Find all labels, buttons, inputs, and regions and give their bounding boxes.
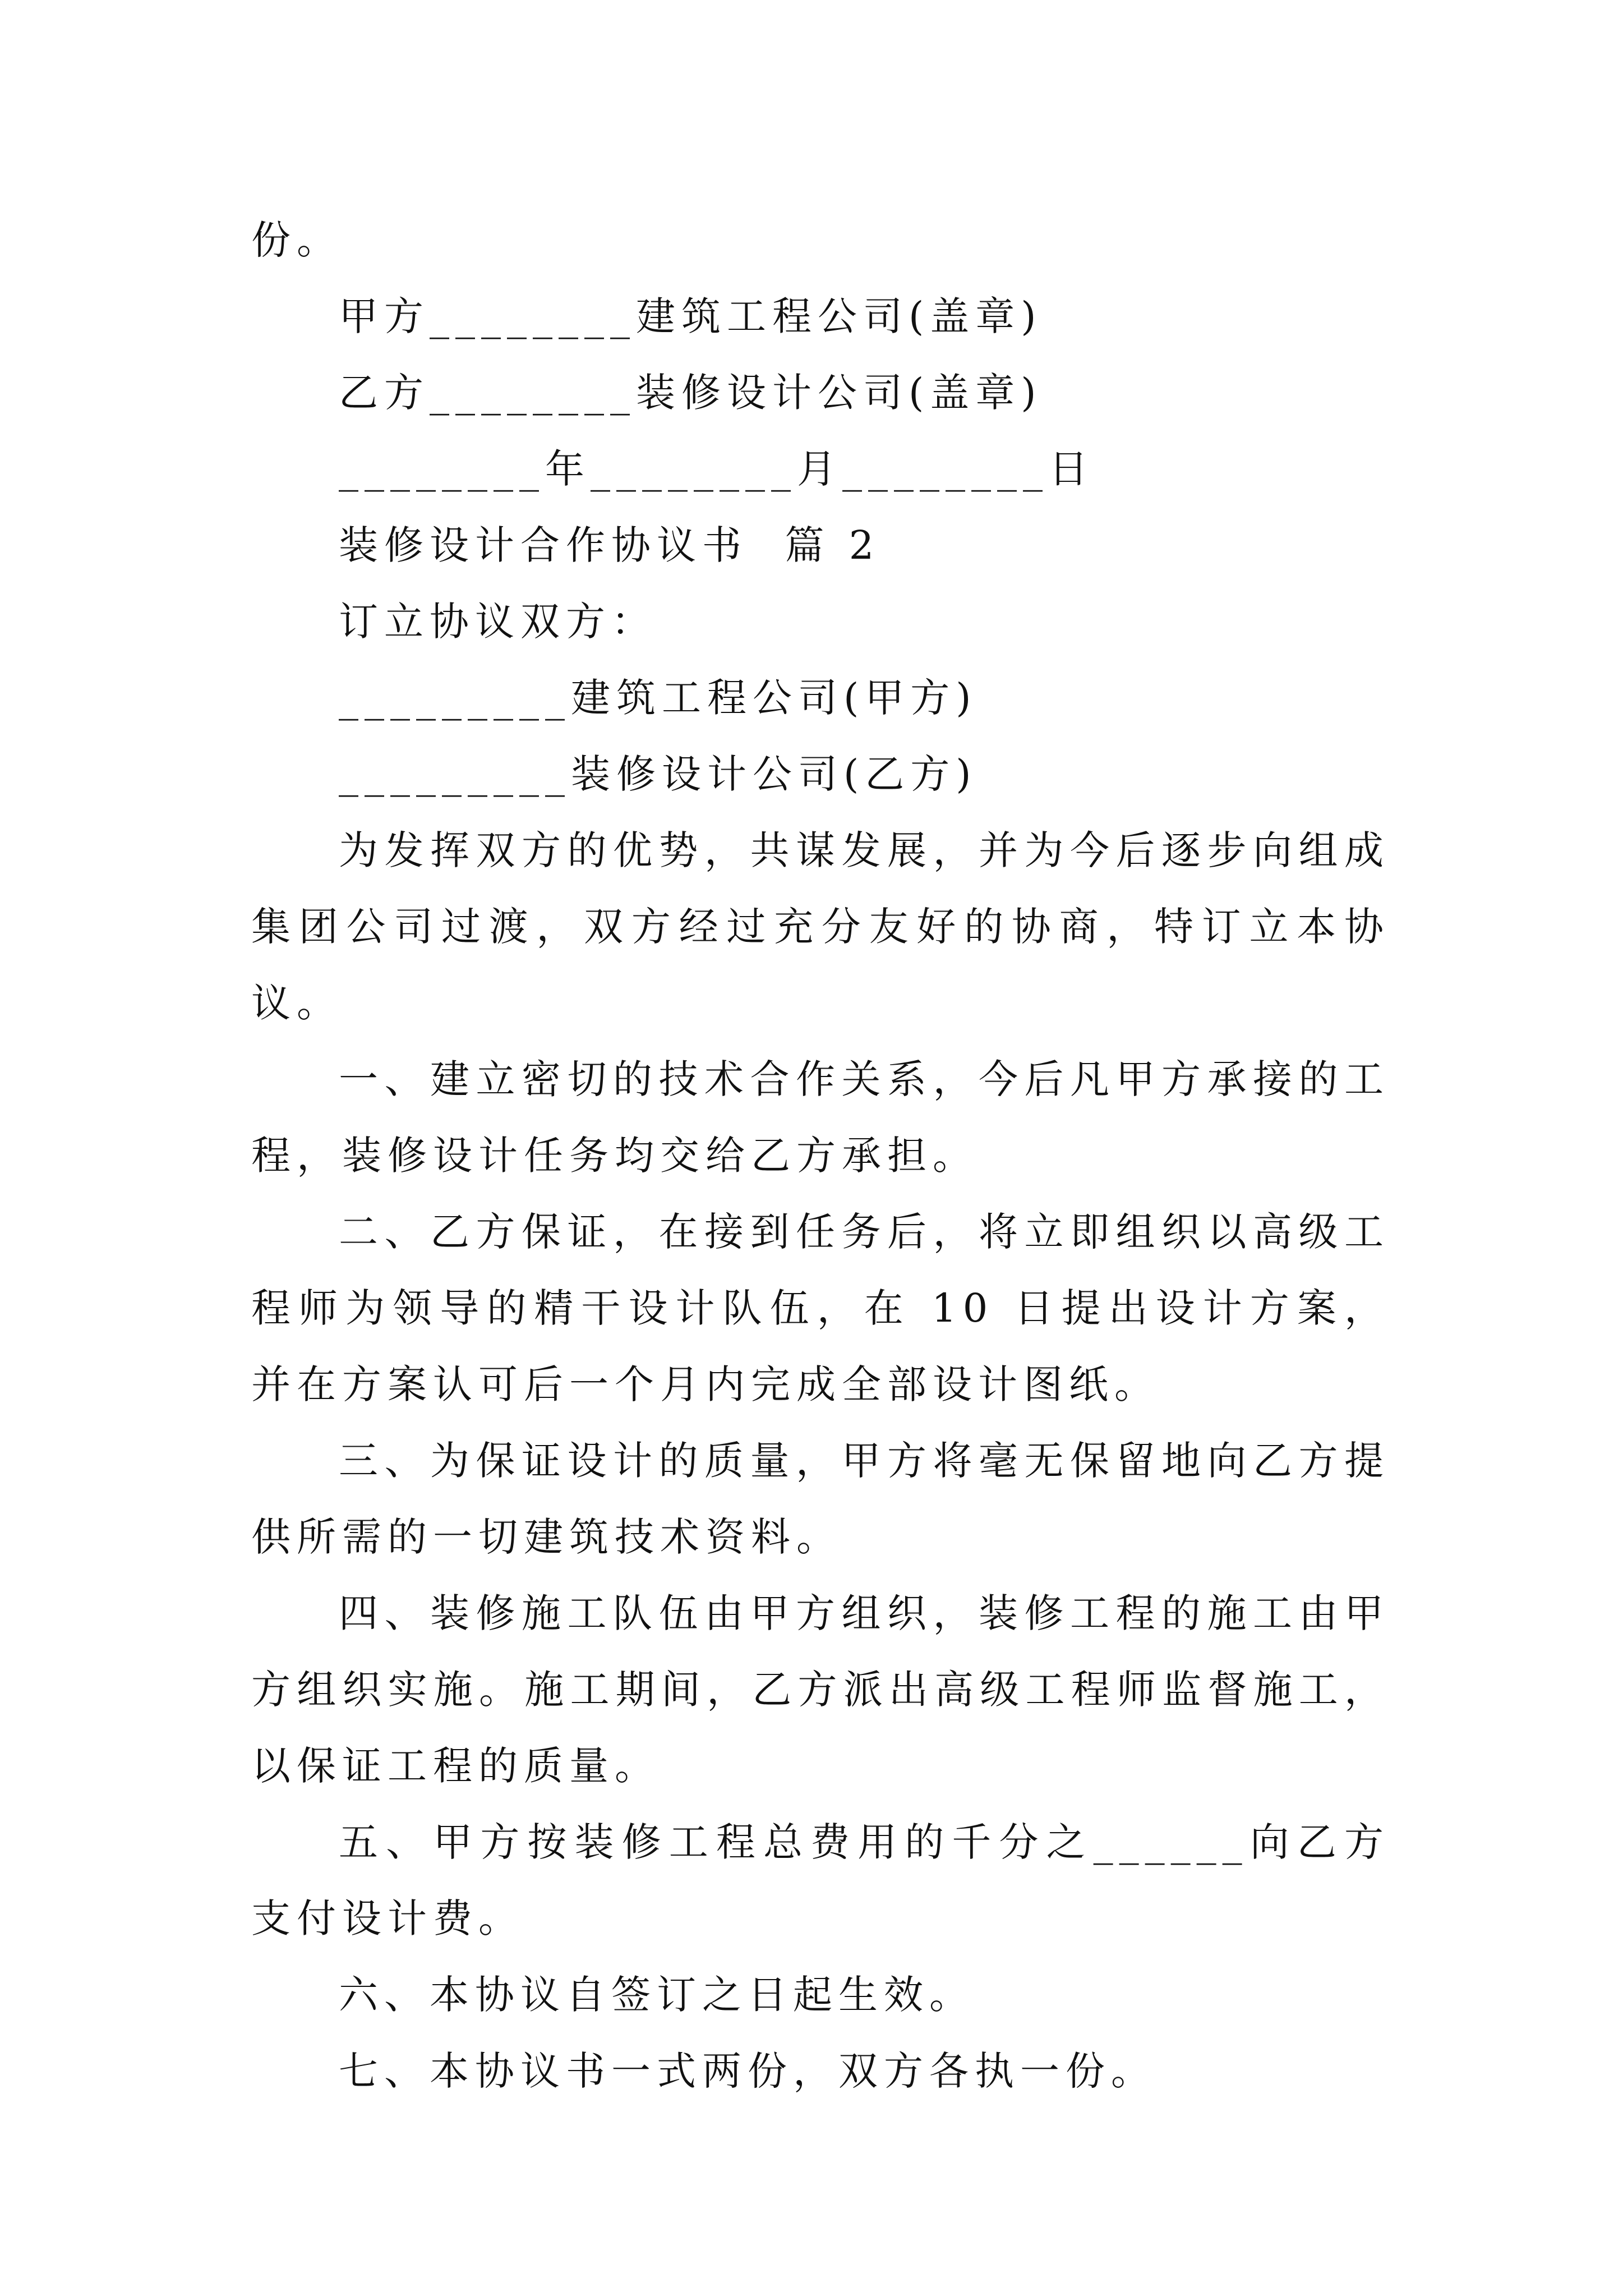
clause-3-paragraph: 三、为保证设计的质量，甲方将毫无保留地向乙方提供所需的一切建筑技术资料。 — [251, 1438, 1390, 1560]
document-page — [251, 202, 1390, 2109]
clause-4-paragraph: 四、装修施工队伍由甲方组织，装修工程的施工由甲方组织实施。施工期间，乙方派出高级工程师监督施工，以保证工程的质量。 — [251, 1590, 1390, 1789]
party-b-signature-line: 乙方________装修设计公司(盖章) — [339, 370, 1043, 416]
party-a-signature-line: 甲方________建筑工程公司(盖章) — [339, 293, 1043, 339]
parties-heading: 订立协议双方： — [339, 599, 657, 645]
clause-6-line: 六、本协议自签订之日起生效。 — [339, 1972, 975, 2018]
party-a-line: _________建筑工程公司(甲方) — [339, 675, 978, 721]
clause-5-paragraph: 五、甲方按装修工程总费用的千分之______向乙方支付设计费。 — [251, 1819, 1390, 1941]
section-title: 装修设计合作协议书 篇 2 — [339, 522, 880, 568]
date-line: ________年________月________日 — [339, 446, 1094, 492]
clause-2-paragraph: 二、乙方保证，在接到任务后，将立即组织以高级工程师为领导的精干设计队伍，在 10 日提出设计方案，并在方案认可后一个月内完成全部设计图纸。 — [251, 1209, 1390, 1407]
clause-1-paragraph: 一、建立密切的技术合作关系，今后凡甲方承接的工程，装修设计任务均交给乙方承担。 — [251, 1056, 1390, 1179]
carry-over-line: 份。 — [251, 217, 342, 263]
party-b-line: _________装修设计公司(乙方) — [339, 751, 978, 797]
purpose-paragraph: 为发挥双方的优势，共谋发展，并为今后逐步向组成集团公司过渡，双方经过充分友好的协商，特订立本协议。 — [251, 827, 1390, 1026]
clause-7-line: 七、本协议书一式两份，双方各执一份。 — [339, 2048, 1156, 2094]
